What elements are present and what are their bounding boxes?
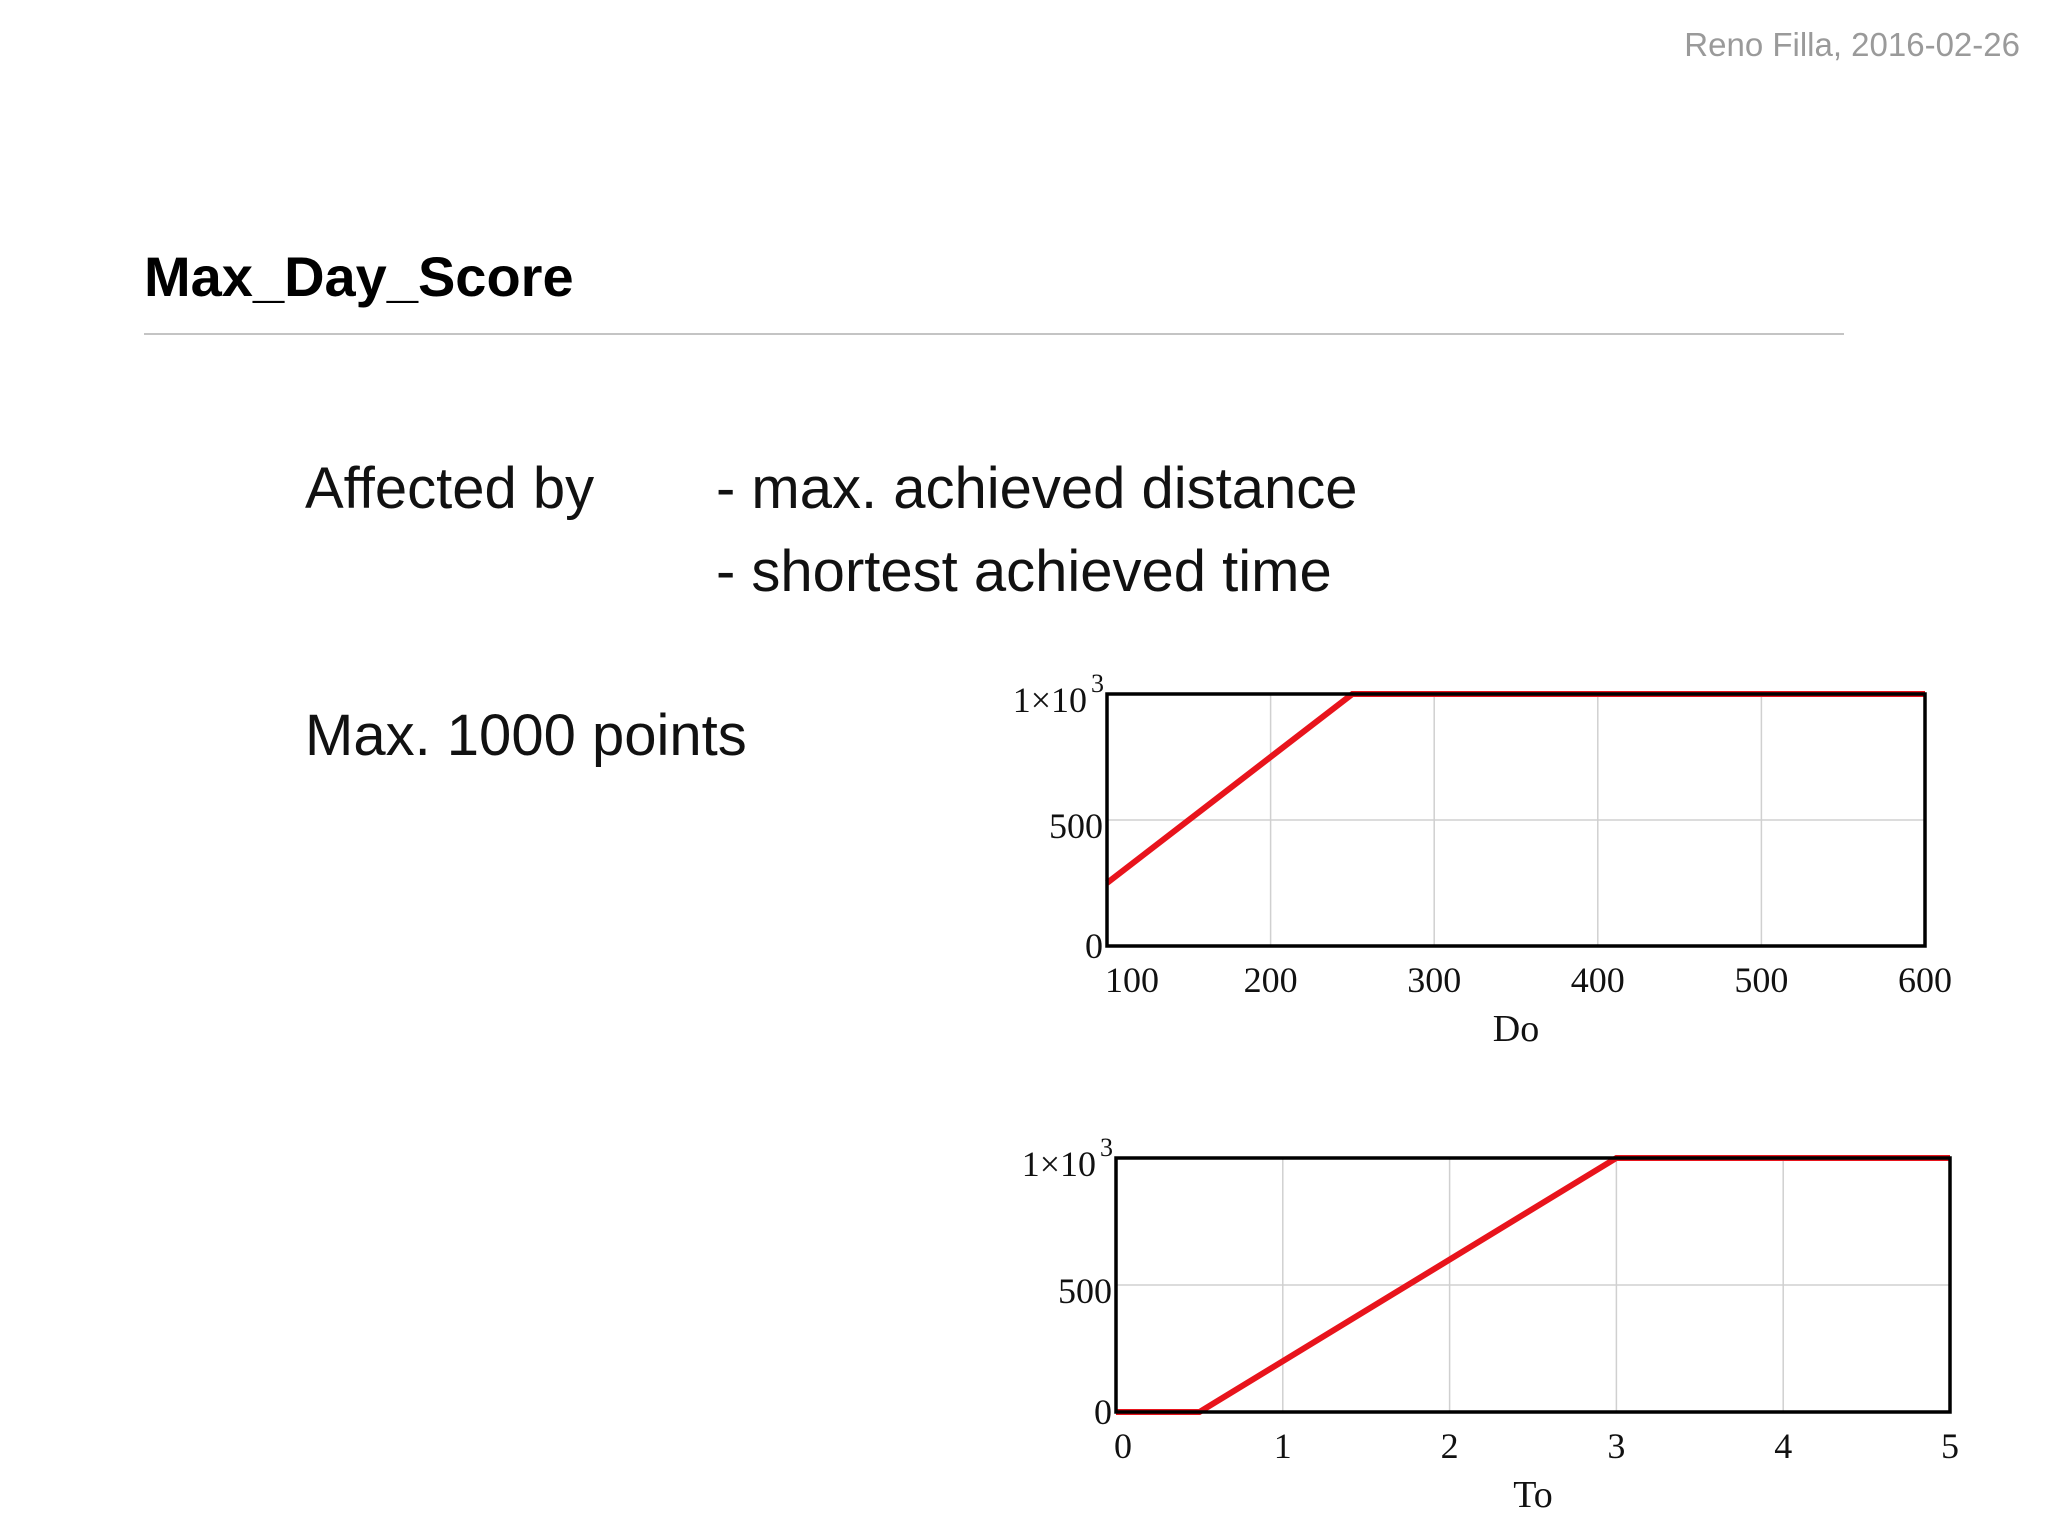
do-series-line	[1107, 694, 1925, 883]
to-xtick-label: 5	[1941, 1426, 1959, 1466]
do-xtick-label: 600	[1898, 960, 1952, 1000]
slide-title: Max_Day_Score	[144, 245, 574, 308]
to-ytick-label: 0	[1094, 1392, 1112, 1432]
do-xaxis-label: Do	[1492, 1008, 1540, 1050]
author-date: Reno Filla, 2016-02-26	[1684, 26, 2020, 63]
do-xtick-label: 400	[1570, 960, 1625, 1000]
bullet-distance: - max. achieved distance	[716, 456, 1358, 521]
to-xtick-label: 1	[1273, 1426, 1292, 1466]
do-xtick-label: 500	[1734, 960, 1789, 1000]
do-ytick-label: 500	[1049, 806, 1103, 846]
do-ytick-label: 0	[1085, 926, 1103, 966]
do-xtick-label: 100	[1105, 960, 1159, 1000]
to-xtick-label: 3	[1607, 1426, 1626, 1466]
max-points-text: Max. 1000 points	[305, 703, 747, 768]
chart-time	[990, 1125, 2030, 1536]
to-ytick-exponent: 3	[1100, 1133, 1113, 1162]
to-ytick-label: 500	[1058, 1271, 1112, 1311]
title-divider	[144, 333, 1844, 335]
to-ytick-label: 1×10	[1021, 1144, 1096, 1184]
affected-by-label: Affected by	[305, 456, 595, 521]
do-ytick-exponent: 3	[1091, 669, 1104, 698]
to-xaxis-label: To	[1513, 1474, 1553, 1516]
to-xtick-label: 2	[1440, 1426, 1459, 1466]
to-xtick-label: 0	[1114, 1426, 1132, 1466]
do-xtick-label: 200	[1243, 960, 1298, 1000]
bullet-time: - shortest achieved time	[716, 539, 1332, 604]
chart-distance	[980, 660, 2020, 1080]
to-xtick-label: 4	[1774, 1426, 1793, 1466]
do-xtick-label: 300	[1407, 960, 1462, 1000]
do-ytick-label: 1×10	[1012, 680, 1087, 720]
